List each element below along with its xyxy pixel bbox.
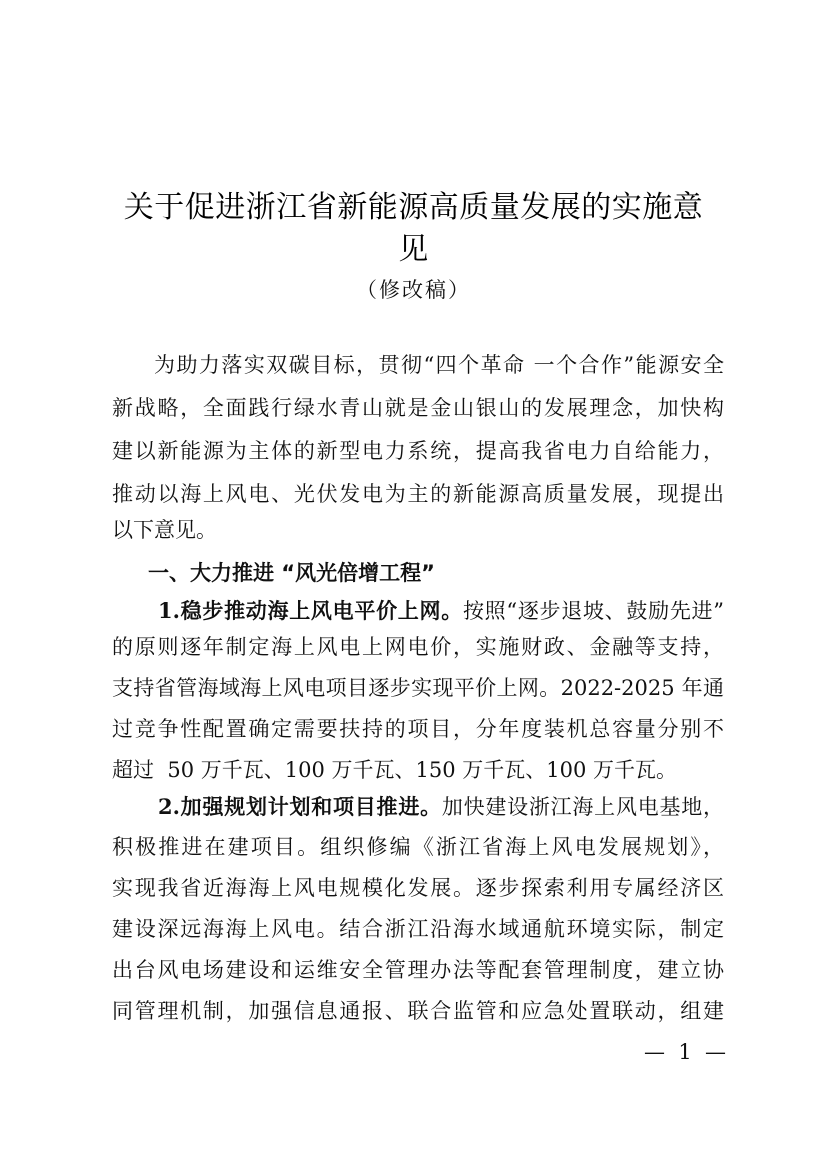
- page-number: — 1 —: [643, 1040, 727, 1064]
- paragraph-line: 出台风电场建设和运维安全管理办法等配套管理制度，建立协: [112, 958, 724, 982]
- item-heading: 1.稳步推动海上风电平价上网。: [158, 598, 463, 623]
- paragraph-line: 支持省管海域海上风电项目逐步实现平价上网。2022-2025 年通: [112, 676, 724, 700]
- paragraph-line: 推动以海上风电、光伏发电为主的新能源高质量发展，现提出: [112, 482, 724, 506]
- paragraph-line: 以下意见。: [112, 518, 217, 542]
- document-title-line1: 关于促进浙江省新能源高质量发展的实施意: [123, 190, 704, 225]
- paragraph-line: 建以新能源为主体的新型电力系统，提高我省电力自给能力，: [112, 439, 724, 463]
- paragraph-line: 新战略，全面践行绿水青山就是金山银山的发展理念，加快构: [112, 396, 724, 420]
- paragraph-line: 为助力落实双碳目标，贯彻“四个革命 一个合作”能源安全: [154, 353, 724, 377]
- item-first-line: [158, 596, 724, 626]
- paragraph-line: 实现我省近海海上风电规模化发展。逐步探索利用专属经济区: [112, 876, 724, 900]
- item-first-line: [158, 792, 724, 822]
- document-subtitle: （修改稿）: [356, 278, 471, 302]
- paragraph-line: 同管理机制，加强信息通报、联合监管和应急处置联动，组建: [112, 999, 724, 1023]
- paragraph-line: 建设深远海海上风电。结合浙江沿海水域通航环境实际，制定: [112, 917, 724, 941]
- item-text: 按照“逐步退坡、鼓励先进”: [462, 599, 724, 623]
- section-heading: 一、大力推进 “风光倍增工程”: [148, 561, 435, 585]
- document-title-line2: 见: [398, 232, 429, 267]
- paragraph-line: 的原则逐年制定海上风电上网电价，实施财政、金融等支持，: [112, 635, 724, 659]
- paragraph-line: 超过 50 万千瓦、100 万千瓦、150 万千瓦、100 万千瓦。: [112, 758, 678, 782]
- item-text: 加快建设浙江海上风电基地，: [441, 795, 724, 819]
- paragraph-line: 积极推进在建项目。组织修编《浙江省海上风电发展规划》，: [112, 835, 724, 859]
- item-heading: 2.加强规划计划和项目推进。: [158, 794, 442, 819]
- paragraph-line: 过竞争性配置确定需要扶持的项目，分年度装机总容量分别不: [112, 717, 724, 741]
